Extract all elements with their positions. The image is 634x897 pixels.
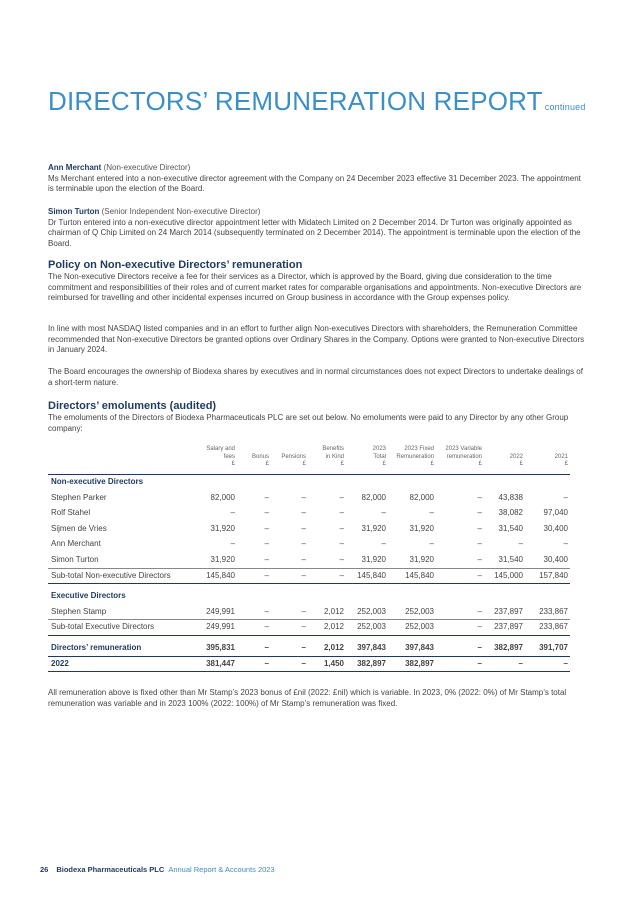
table-cell: – (381, 539, 386, 549)
table-cell: 391,707 (539, 642, 568, 652)
table-cell: 31,920 (210, 523, 235, 533)
table-cell: 252,003 (405, 606, 434, 616)
ann-text: Ms Merchant entered into a non-executive director agreement with the Company on 24 December 2023 effective 31 December 2023. The appointment is terminable upon the election of the Board. (48, 173, 581, 194)
table-cell: 382,897 (357, 658, 386, 668)
table-row (48, 490, 570, 506)
table-rule-line (48, 671, 570, 672)
table-cell: – (264, 539, 269, 549)
table-cell: 31,540 (498, 554, 523, 564)
column-header-line: £ (564, 461, 568, 467)
column-header-line: Salary and (206, 446, 235, 452)
policy-text-2: In line with most NASDAQ listed companies and in an effort to further align Non-executives Directors with shareholders, the Remuneration Committee recommended that Non-executive Directors be granted options over Ordinary Shares in the Company. Options were granted to Non-executive Directors in January 2024. (48, 324, 585, 355)
footer-report: Annual Report & Accounts 2023 (168, 865, 275, 874)
column-header-line: 2021 (554, 453, 568, 460)
column-header-line: Bonus (251, 453, 269, 460)
table-cell: 31,920 (210, 554, 235, 564)
table-cell: – (301, 554, 306, 564)
table-cell: – (264, 523, 269, 533)
table-cell: – (477, 523, 482, 533)
table-cell: – (264, 642, 269, 652)
column-header-line: 2023 Fixed (404, 446, 434, 452)
row-label: Rolf Stahel (51, 508, 91, 518)
table-cell: – (264, 606, 269, 616)
table-cell: – (429, 508, 434, 518)
column-header-line: Remuneration (396, 453, 434, 460)
table-cell: 397,843 (357, 642, 386, 652)
simon-name: Simon Turton (48, 207, 100, 216)
table-cell: – (477, 606, 482, 616)
column-header (526, 446, 568, 469)
table-cell: – (264, 554, 269, 564)
emoluments-intro (48, 413, 586, 434)
simon-turton-section (48, 207, 586, 249)
page-number: 26 (40, 865, 49, 874)
table-section-heading (48, 588, 570, 604)
table-cell: 395,831 (206, 642, 235, 652)
policy-text-3: The Board encourages the ownership of Biodexa shares by executives and in normal circumstances does not expect Directors to undertake dealings of a short-term nature. (48, 367, 583, 387)
column-header-line: £ (302, 461, 306, 467)
column-header-line (526, 446, 568, 454)
table-cell: – (477, 539, 482, 549)
column-header-line: fees (223, 453, 235, 460)
table-cell: – (264, 658, 269, 668)
table-header (48, 446, 570, 474)
table-cell: – (429, 539, 434, 549)
table-cell: 2,012 (323, 622, 344, 632)
table-cell: – (563, 492, 568, 502)
ann-name: Ann Merchant (48, 163, 102, 172)
section-label: Non-executive Directors (51, 477, 144, 486)
table-cell: 38,082 (498, 508, 523, 518)
table-cell: – (301, 642, 306, 652)
table-cell: 145,840 (405, 570, 434, 580)
emoluments-table (48, 446, 570, 671)
table-cell: 237,897 (494, 606, 523, 616)
table-cell: 31,920 (361, 523, 386, 533)
column-header-line: £ (382, 461, 386, 467)
table-cell: – (477, 508, 482, 518)
table-cell: 237,897 (494, 622, 523, 632)
table-cell: 145,840 (357, 570, 386, 580)
row-label: Simon Turton (51, 554, 99, 564)
table-row (48, 536, 570, 552)
table-row (48, 656, 570, 672)
table-cell: 233,867 (539, 606, 568, 616)
table-cell: 397,843 (405, 642, 434, 652)
table-cell: 31,920 (361, 554, 386, 564)
column-header-line: 2023 (372, 446, 386, 452)
table-cell: 82,000 (361, 492, 386, 502)
table-cell: – (264, 570, 269, 580)
column-header-line: in Kind (325, 453, 344, 460)
table-cell: – (301, 539, 306, 549)
table-cell: – (477, 570, 482, 580)
simon-role: (Senior Independent Non-executive Director) (101, 207, 261, 216)
column-header-line: 2023 Variable (445, 446, 482, 452)
table-cell: 30,400 (543, 523, 568, 533)
policy-para-1 (48, 272, 586, 304)
column-header (270, 446, 306, 469)
column-header-line: £ (519, 461, 523, 467)
table-row (48, 619, 570, 635)
table-cell: – (301, 622, 306, 632)
page-footer (40, 865, 275, 874)
table-cell: 252,003 (405, 622, 434, 632)
column-header-line: 2022 (509, 453, 523, 460)
table-cell: – (518, 658, 523, 668)
table-cell: – (230, 539, 235, 549)
table-cell: 82,000 (210, 492, 235, 502)
table-cell: – (301, 523, 306, 533)
row-label: Stephen Stamp (51, 606, 107, 616)
table-cell: – (477, 492, 482, 502)
table-cell: 145,840 (206, 570, 235, 580)
table-cell: 31,920 (409, 523, 434, 533)
row-label: Sijmen de Vries (51, 523, 107, 533)
table-cell: – (339, 508, 344, 518)
table-cell: – (301, 570, 306, 580)
column-header (306, 446, 344, 469)
table-cell: – (301, 492, 306, 502)
table-cell: – (563, 539, 568, 549)
table-cell: 82,000 (409, 492, 434, 502)
table-cell: – (477, 622, 482, 632)
table-cell: 249,991 (206, 606, 235, 616)
emoluments-heading: Directors’ emoluments (audited) (48, 400, 217, 412)
table-cell: – (264, 508, 269, 518)
table-cell: 233,867 (539, 622, 568, 632)
policy-heading: Policy on Non-executive Directors’ remuneration (48, 259, 303, 271)
column-header (346, 446, 386, 469)
table-cell: – (339, 570, 344, 580)
table-row (48, 640, 570, 656)
footer-company: Biodexa Pharmaceuticals PLC (56, 865, 165, 874)
column-header-line: £ (231, 461, 235, 467)
table-cell: – (477, 642, 482, 652)
table-cell: 43,838 (498, 492, 523, 502)
table-section-heading (48, 474, 570, 490)
column-header (434, 446, 482, 469)
column-header (388, 446, 434, 469)
table-cell: – (339, 539, 344, 549)
table-cell: 381,447 (206, 658, 235, 668)
policy-text-1: The Non-executive Directors receive a fee for their services as a Director, which is approved by the Board, giving due consideration to the time commitment and responsibilities of their roles and of current market rates for comparable organisations and appointments. Non-executive Directors are reimbursed for travelling and other incidental expenses incurred on Group business in accordance with the Group expenses policy. (48, 272, 582, 303)
table-row (48, 521, 570, 537)
row-label: Ann Merchant (51, 539, 101, 549)
table-body (48, 474, 570, 671)
footnote: All remuneration above is fixed other than Mr Stamp’s 2023 bonus of £nil (2022: £nil) which is variable. In 2023, 0% (2022: 0%) of Mr Stamp’s total remuneration was variable and in 2023 100% (2022: 100%) of Mr Stamp’s remuneration was fixed. (48, 688, 567, 708)
title-suffix: continued (544, 102, 586, 112)
title-text: DIRECTORS’ REMUNERATION REPORT (48, 86, 543, 116)
table-row (48, 604, 570, 620)
table-cell: 145,000 (494, 570, 523, 580)
table-cell: 2,012 (323, 606, 344, 616)
column-header-line: £ (478, 461, 482, 467)
column-header-line: remuneration (446, 453, 482, 460)
table-cell: – (301, 606, 306, 616)
column-header (239, 446, 269, 469)
table-cell: 31,540 (498, 523, 523, 533)
column-header-line: Pensions (281, 453, 306, 460)
emoluments-intro-text: The emoluments of the Directors of Biodexa Pharmaceuticals PLC are set out below. No emoluments were paid to any Director by any other Group company: (48, 413, 569, 433)
column-header (185, 446, 235, 469)
table-cell: 252,003 (357, 606, 386, 616)
column-header-line (483, 446, 523, 454)
table-cell: – (264, 492, 269, 502)
table-cell: – (230, 508, 235, 518)
column-header-line: Total (373, 453, 386, 460)
table-cell: – (301, 658, 306, 668)
simon-text: Dr Turton entered into a non-executive director appointment letter with Midatech Limited on 2 December 2014. Dr Turton was originally appointed as chairman of Q Chip Limited on 24 March 2014 (subsequently terminated on 2 December 2014). The appointment is terminable upon the election of the Board. (48, 217, 581, 248)
column-header-line: Benefits (322, 446, 344, 452)
table-cell: 2,012 (323, 642, 344, 652)
page-title (48, 86, 586, 117)
table-cell: 382,897 (405, 658, 434, 668)
table-cell: 249,991 (206, 622, 235, 632)
column-header (483, 446, 523, 469)
table-cell: 382,897 (494, 642, 523, 652)
row-label: Stephen Parker (51, 492, 107, 502)
table-cell: 30,400 (543, 554, 568, 564)
column-header-line (239, 446, 269, 454)
table-row (48, 568, 570, 584)
row-label: 2022 (51, 658, 69, 668)
ann-role: (Non-executive Director) (103, 163, 191, 172)
table-cell: – (339, 523, 344, 533)
table-cell: 97,040 (543, 508, 568, 518)
table-cell: – (563, 658, 568, 668)
policy-para-2 (48, 324, 586, 356)
table-row (48, 505, 570, 521)
ann-merchant-section (48, 163, 586, 195)
table-rule-line (48, 583, 570, 584)
table-cell: 252,003 (357, 622, 386, 632)
table-cell: – (264, 622, 269, 632)
table-cell: – (301, 508, 306, 518)
row-label: Directors’ remuneration (51, 642, 142, 652)
table-cell: – (339, 554, 344, 564)
table-cell: 157,840 (539, 570, 568, 580)
column-header-line (270, 446, 306, 454)
table-cell: – (477, 658, 482, 668)
table-rule-line (48, 635, 570, 636)
table-cell: – (477, 554, 482, 564)
table-cell: 31,920 (409, 554, 434, 564)
column-header-line: £ (340, 461, 344, 467)
table-cell: – (381, 508, 386, 518)
table-cell: – (518, 539, 523, 549)
table-cell: 1,450 (323, 658, 344, 668)
column-header-line: £ (430, 461, 434, 467)
policy-para-3 (48, 367, 586, 388)
column-header-line: £ (265, 461, 269, 467)
table-row (48, 552, 570, 568)
section-label: Executive Directors (51, 591, 126, 601)
row-label: Sub-total Non-executive Directors (51, 570, 171, 580)
table-cell: – (339, 492, 344, 502)
row-label: Sub-total Executive Directors (51, 622, 155, 632)
